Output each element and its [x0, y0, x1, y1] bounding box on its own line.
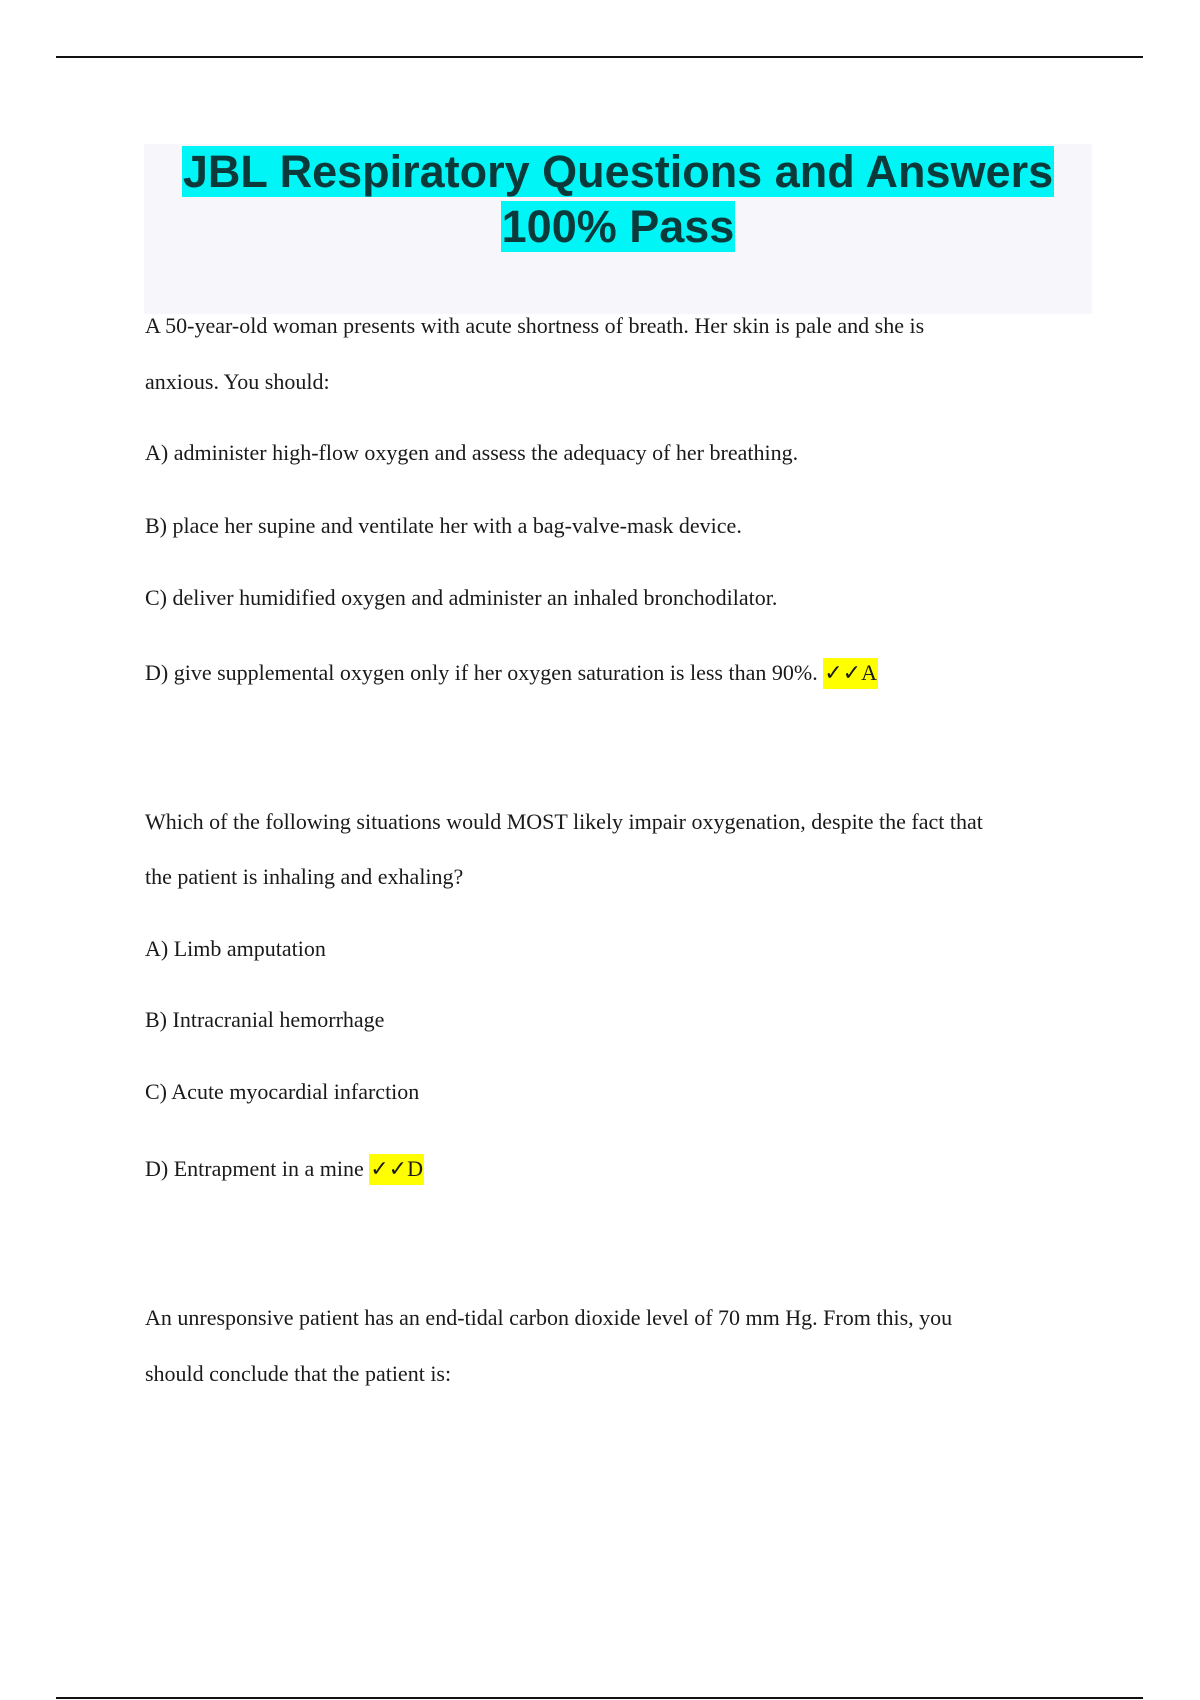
title-line-2: 100% Pass [501, 201, 735, 252]
question-1-answer-letter: A [861, 660, 877, 685]
question-2-option-d [145, 1155, 424, 1184]
title-block [144, 144, 1092, 314]
question-1-option-d-text: D) give supplemental oxygen only if her oxygen saturation is less than 90%. [145, 660, 818, 685]
footer-rule [56, 1697, 1143, 1699]
question-3-stem-line-2: should conclude that the patient is: [145, 1361, 452, 1386]
question-2-option-c: C) Acute myocardial infarction [145, 1079, 420, 1104]
question-3-stem-line-1: An unresponsive patient has an end-tidal carbon dioxide level of 70 mm Hg. From this, you [145, 1305, 953, 1330]
question-2-option-a: A) Limb amputation [145, 936, 326, 961]
question-1-option-b: B) place her supine and ventilate her with a bag-valve-mask device. [145, 513, 742, 538]
question-2-stem-line-2: the patient is inhaling and exhaling? [145, 864, 464, 889]
question-1-option-c: C) deliver humidified oxygen and administer an inhaled bronchodilator. [145, 585, 778, 610]
question-1-stem-line-2: anxious. You should: [145, 369, 330, 394]
question-2-answer-badge [369, 1154, 424, 1185]
question-2-option-d-text: D) Entrapment in a mine [145, 1156, 364, 1181]
question-1-answer-badge [823, 658, 878, 689]
double-check-icon: ✓✓ [370, 1157, 408, 1182]
question-1-option-d [145, 659, 878, 688]
question-1-option-a: A) administer high-flow oxygen and assess the adequacy of her breathing. [145, 440, 799, 465]
question-2-answer-letter: D [407, 1156, 423, 1181]
double-check-icon: ✓✓ [824, 661, 862, 686]
title-line-1: JBL Respiratory Questions and Answers [182, 146, 1054, 197]
document-title [144, 144, 1092, 254]
question-1-stem-line-1: A 50-year-old woman presents with acute shortness of breath. Her skin is pale and she is [145, 313, 925, 338]
question-2-stem-line-1: Which of the following situations would MOST likely impair oxygenation, despite the fact that [145, 809, 983, 834]
question-2-option-b: B) Intracranial hemorrhage [145, 1007, 385, 1032]
header-rule [56, 56, 1143, 58]
